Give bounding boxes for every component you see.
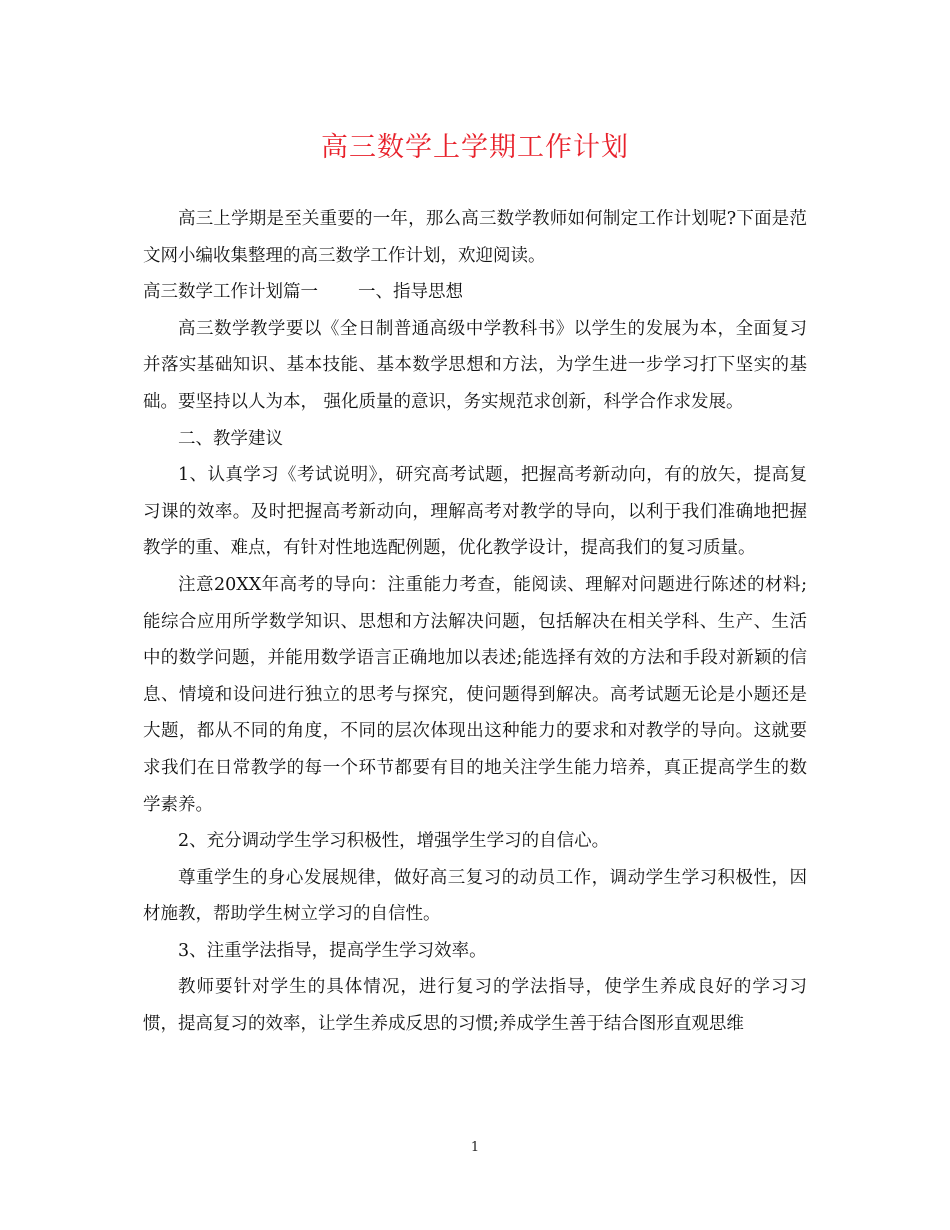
study-method-paragraph: 教师要针对学生的具体情况，进行复习的学法指导，使学生养成良好的学习习惯，提高复习的效率，让学生养成反思的习惯;养成学生善于结合图形直观思维 <box>143 977 807 1035</box>
document-title: 高三数学上学期工作计划 <box>321 132 629 163</box>
suggestion-item-1: 1、认真学习《考试说明》，研究高考试题，把握高考新动向，有的放矢，提高复习课的效率。及时把握高考新动向，理解高考对教学的导向，以利于我们准确地把握教学的重、难点，有针对性地选配例题，优化教学设计，提高我们的复习质量。 <box>143 465 807 559</box>
suggestion-item-2: 2、充分调动学生学习积极性，增强学生学习的自信心。 <box>178 831 610 852</box>
page-number: 1 <box>470 1140 480 1155</box>
suggestion-item-3: 3、注重学法指导，提高学生学习效率。 <box>178 940 487 961</box>
guiding-ideas-paragraph: 高三数学教学要以《全日制普通高级中学教科书》以学生的发展为本，全面复习并落实基础知识、基本技能、基本数学思想和方法，为学生进一步学习打下坚实的基础。要坚持以人为本， 强化质量的意识，务实规范求创新，科学合作求发展。 <box>143 318 807 412</box>
heading-teaching-suggestions: 二、教学建议 <box>178 428 283 449</box>
section-heading-line <box>143 274 807 311</box>
document-body <box>143 201 807 1043</box>
motivation-paragraph: 尊重学生的身心发展规律，做好高三复习的动员工作，调动学生学习积极性，因材施教，帮助学生树立学习的自信性。 <box>143 867 807 925</box>
section-label: 高三数学工作计划篇一 <box>143 282 318 303</box>
intro-paragraph: 高三上学期是至关重要的一年，那么高三数学教师如何制定工作计划呢?下面是范文网小编收集整理的高三数学工作计划，欢迎阅读。 <box>143 209 807 266</box>
exam-orientation-paragraph: 注意20XX年高考的导向：注重能力考查，能阅读、理解对问题进行陈述的材料;能综合应用所学数学知识、思想和方法解决问题，包括解决在相关学科、生产、生活中的数学问题，并能用数学语言正确地加以表述;能选择有效的方法和手段对新颖的信息、情境和设问进行独立的思考与探究，使问题得到解决。高考试题无论是小题还是大题，都从不同的角度，不同的层次体现出这种能力的要求和对教学的导向。这就要求我们在日常教学的每一个环节都要有目的地关注学生能力培养，真正提高学生的数学素养。 <box>143 574 807 815</box>
heading-guiding-ideas: 一、指导思想 <box>358 282 463 303</box>
